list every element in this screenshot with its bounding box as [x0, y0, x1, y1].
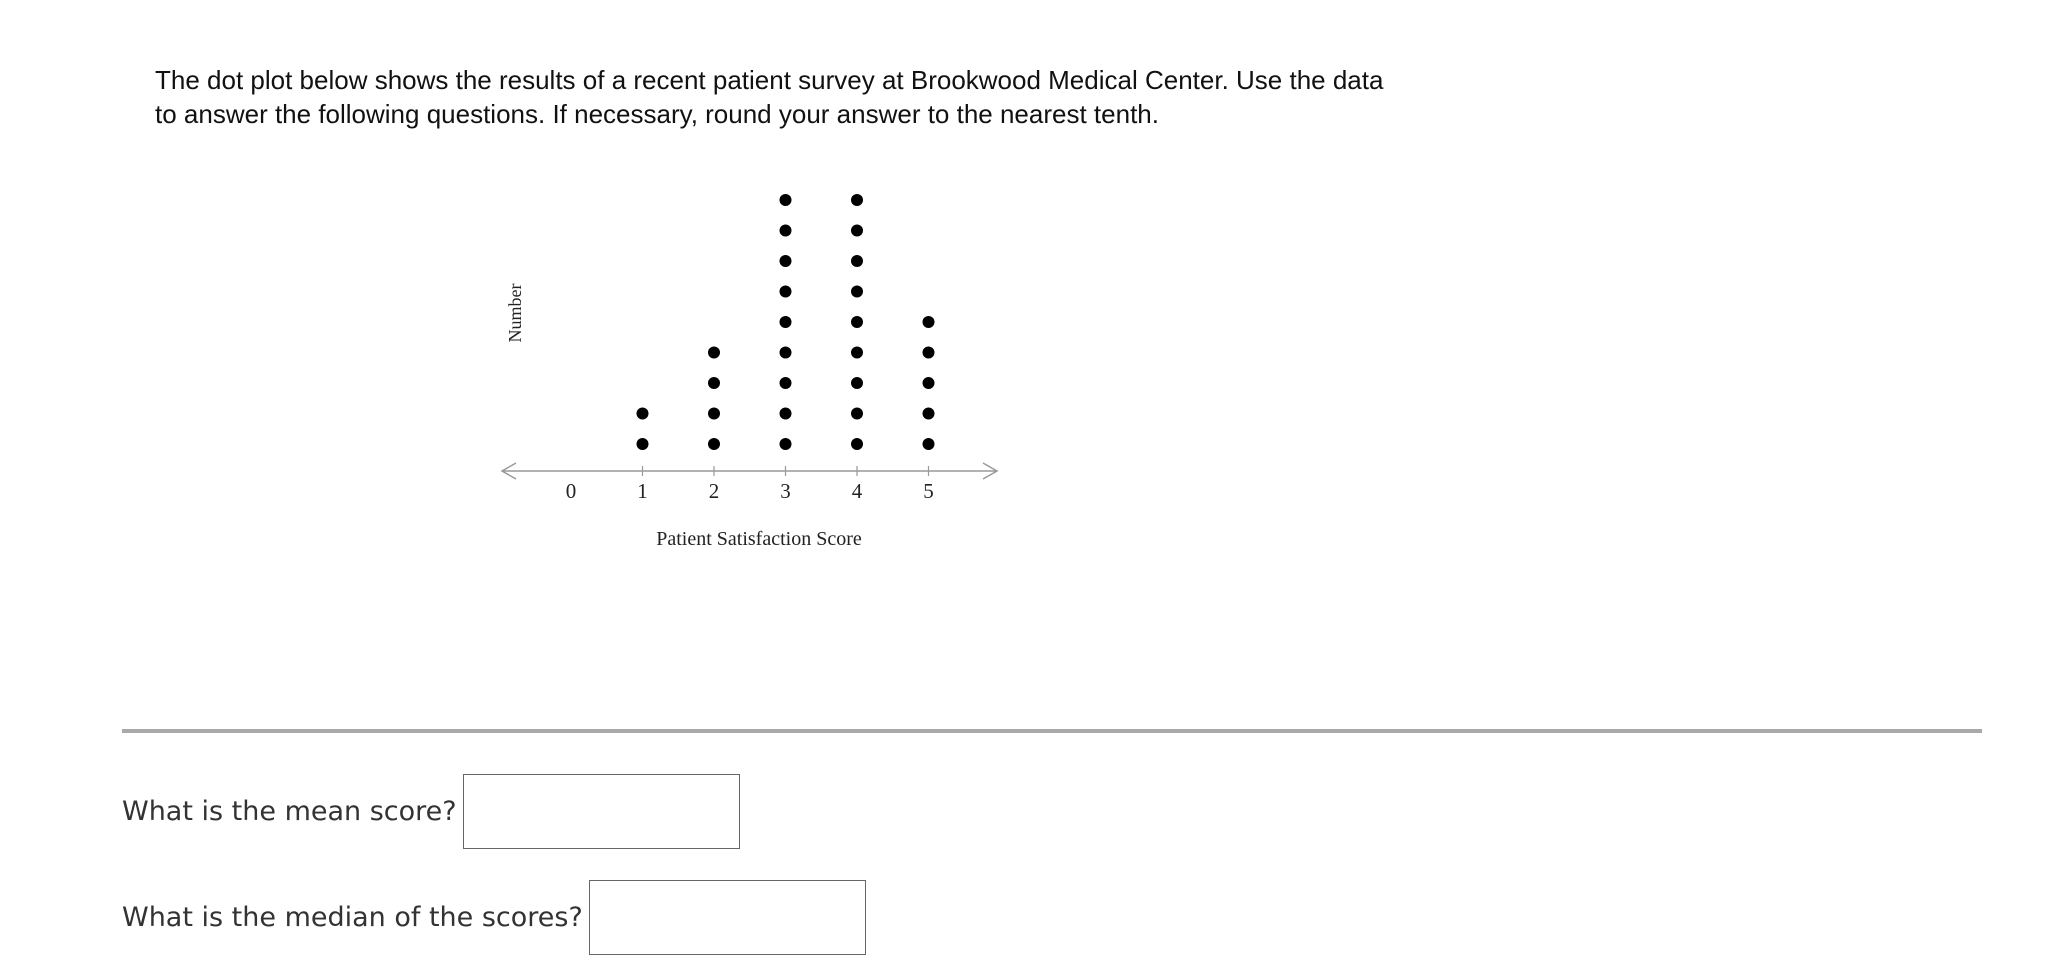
- question-median: [122, 880, 866, 955]
- x-axis-label: Patient Satisfaction Score: [656, 528, 862, 550]
- dot-score-4-8: [851, 225, 863, 237]
- dot-score-5-3: [923, 377, 935, 389]
- dot-score-3-9: [780, 194, 792, 206]
- dot-score-2-1: [708, 438, 720, 450]
- dot-score-5-5: [923, 316, 935, 328]
- dot-score-1-1: [637, 438, 649, 450]
- dot-score-3-6: [780, 286, 792, 298]
- x-tick-label-1: 1: [637, 479, 648, 503]
- dot-marks: [637, 194, 935, 450]
- dot-score-4-9: [851, 194, 863, 206]
- dot-score-3-1: [780, 438, 792, 450]
- dot-score-5-2: [923, 408, 935, 420]
- x-tick-label-2: 2: [708, 479, 720, 503]
- dot-score-4-2: [851, 408, 863, 420]
- x-tick-label-0: 0: [565, 479, 577, 503]
- dot-score-4-5: [851, 316, 863, 328]
- y-axis-label: Number: [505, 283, 525, 343]
- dot-score-4-1: [851, 438, 863, 450]
- dot-score-3-4: [780, 347, 792, 359]
- median-answer-input[interactable]: [589, 880, 866, 955]
- dot-score-5-4: [923, 347, 935, 359]
- mean-question-label: What is the mean score?: [122, 796, 457, 827]
- question-mean: [122, 774, 740, 849]
- dot-score-3-8: [780, 225, 792, 237]
- dot-score-5-1: [923, 438, 935, 450]
- dot-score-1-2: [637, 408, 649, 420]
- dot-score-3-3: [780, 377, 792, 389]
- x-tick-label-3: 3: [780, 479, 791, 503]
- mean-answer-input[interactable]: [463, 774, 740, 849]
- dot-score-4-6: [851, 286, 863, 298]
- dot-score-3-2: [780, 408, 792, 420]
- dot-score-2-4: [708, 347, 720, 359]
- dot-score-2-3: [708, 377, 720, 389]
- section-divider: [122, 729, 1982, 733]
- problem-statement: The dot plot below shows the results of a recent patient survey at Brookwood Medical Center. Use the data to answer the following questions. If necessary, round your answer to the nearest tenth.: [155, 65, 1384, 129]
- dot-score-2-2: [708, 408, 720, 420]
- x-axis: [502, 463, 997, 479]
- dot-score-4-3: [851, 377, 863, 389]
- dot-score-4-7: [851, 255, 863, 267]
- dot-score-4-4: [851, 347, 863, 359]
- x-tick-label-5: 5: [923, 479, 934, 503]
- dot-plot-chart: [480, 170, 1020, 570]
- x-tick-label-4: 4: [851, 479, 863, 503]
- dot-score-3-5: [780, 316, 792, 328]
- median-question-label: What is the median of the scores?: [122, 902, 583, 933]
- dot-score-3-7: [780, 255, 792, 267]
- x-axis-tick-labels: [566, 479, 934, 503]
